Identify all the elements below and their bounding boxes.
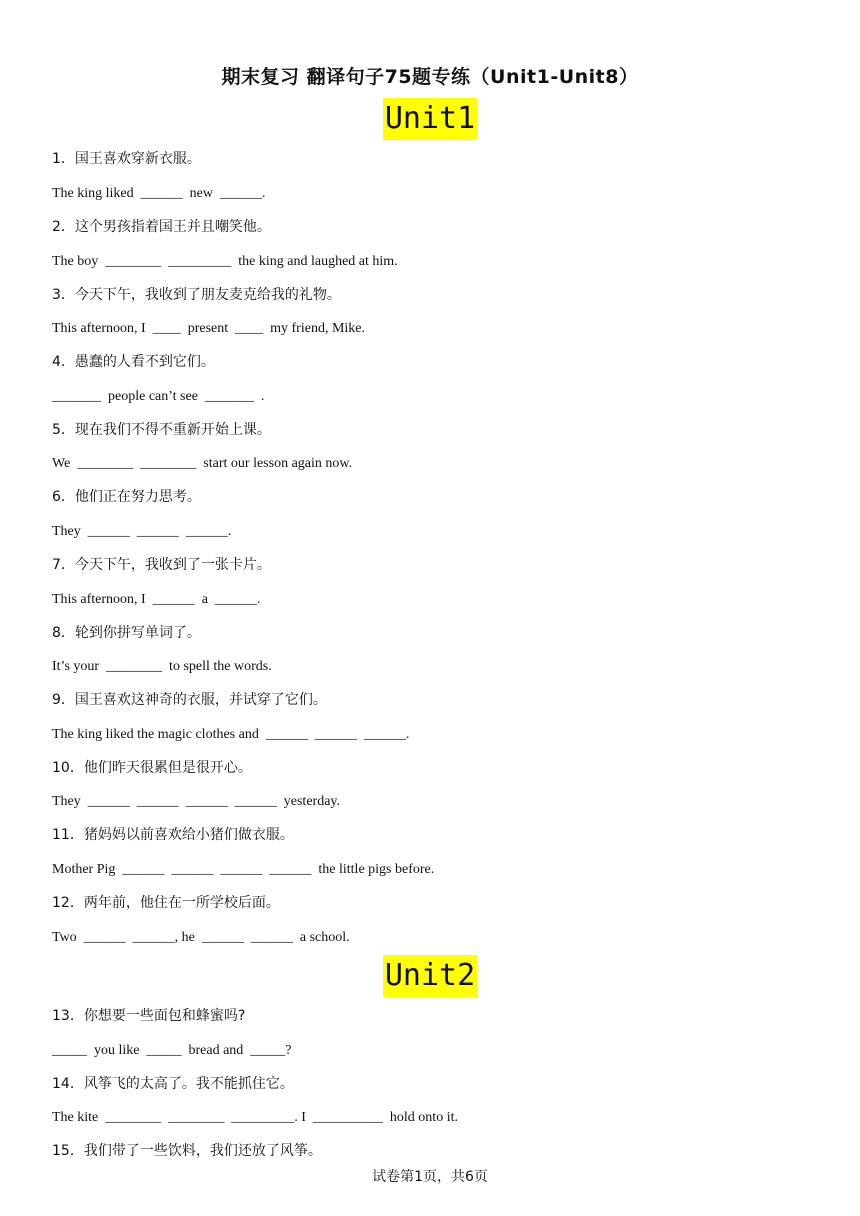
answer-4: _______ people can’t see _______ . bbox=[52, 389, 265, 404]
answer-13: _____ you like _____ bread and _____? bbox=[52, 1043, 292, 1058]
answer-9: The king liked the magic clothes and ______ ______ ______. bbox=[52, 727, 410, 742]
unit-heading-1 bbox=[0, 98, 860, 140]
question-7: 7．今天下午，我收到了一张卡片。 bbox=[52, 557, 271, 573]
answer-14: The kite ________ ________ _________. I __________ hold onto it. bbox=[52, 1110, 458, 1125]
answer-3: This afternoon, I ____ present ____ my friend, Mike. bbox=[52, 321, 365, 336]
answer-2: The boy ________ _________ the king and laughed at him. bbox=[52, 254, 398, 269]
question-10: 10．他们昨天很累但是很开心。 bbox=[52, 760, 252, 776]
question-11: 11．猪妈妈以前喜欢给小猪们做衣服。 bbox=[52, 827, 294, 843]
question-3: 3．今天下午，我收到了朋友麦克给我的礼物。 bbox=[52, 287, 341, 303]
answer-5: We ________ ________ start our lesson again now. bbox=[52, 456, 353, 471]
question-13: 13．你想要一些面包和蜂蜜吗? bbox=[52, 1008, 246, 1024]
answer-12: Two ______ ______, he ______ ______ a school. bbox=[52, 930, 350, 945]
answer-10: They ______ ______ ______ ______ yesterday. bbox=[52, 794, 340, 809]
question-9: 9．国王喜欢这神奇的衣服，并试穿了它们。 bbox=[52, 692, 327, 708]
question-12: 12．两年前，他住在一所学校后面。 bbox=[52, 895, 280, 911]
unit-label: Unit1 bbox=[383, 98, 477, 140]
question-15: 15．我们带了一些饮料，我们还放了风筝。 bbox=[52, 1143, 322, 1159]
page-title: 期末复习 翻译句子75题专练（Unit1-Unit8） bbox=[221, 66, 639, 88]
question-2: 2．这个男孩指着国王并且嘲笑他。 bbox=[52, 219, 271, 235]
unit-label: Unit2 bbox=[383, 955, 477, 997]
question-6: 6．他们正在努力思考。 bbox=[52, 489, 201, 505]
question-14: 14．风筝飞的太高了。我不能抓住它。 bbox=[52, 1076, 294, 1092]
question-5: 5．现在我们不得不重新开始上课。 bbox=[52, 422, 271, 438]
question-8: 8．轮到你拼写单词了。 bbox=[52, 625, 201, 641]
question-4: 4．愚蠢的人看不到它们。 bbox=[52, 354, 215, 370]
answer-1: The king liked ______ new ______. bbox=[52, 186, 266, 201]
unit-heading-2 bbox=[0, 955, 860, 997]
answer-11: Mother Pig ______ ______ ______ ______ the little pigs before. bbox=[52, 862, 435, 877]
question-1: 1．国王喜欢穿新衣服。 bbox=[52, 151, 201, 167]
answer-8: It’s your ________ to spell the words. bbox=[52, 659, 272, 674]
page-footer: 试卷第1页，共6页 bbox=[372, 1169, 488, 1185]
answer-6: They ______ ______ ______. bbox=[52, 524, 232, 539]
answer-7: This afternoon, I ______ a ______. bbox=[52, 592, 261, 607]
